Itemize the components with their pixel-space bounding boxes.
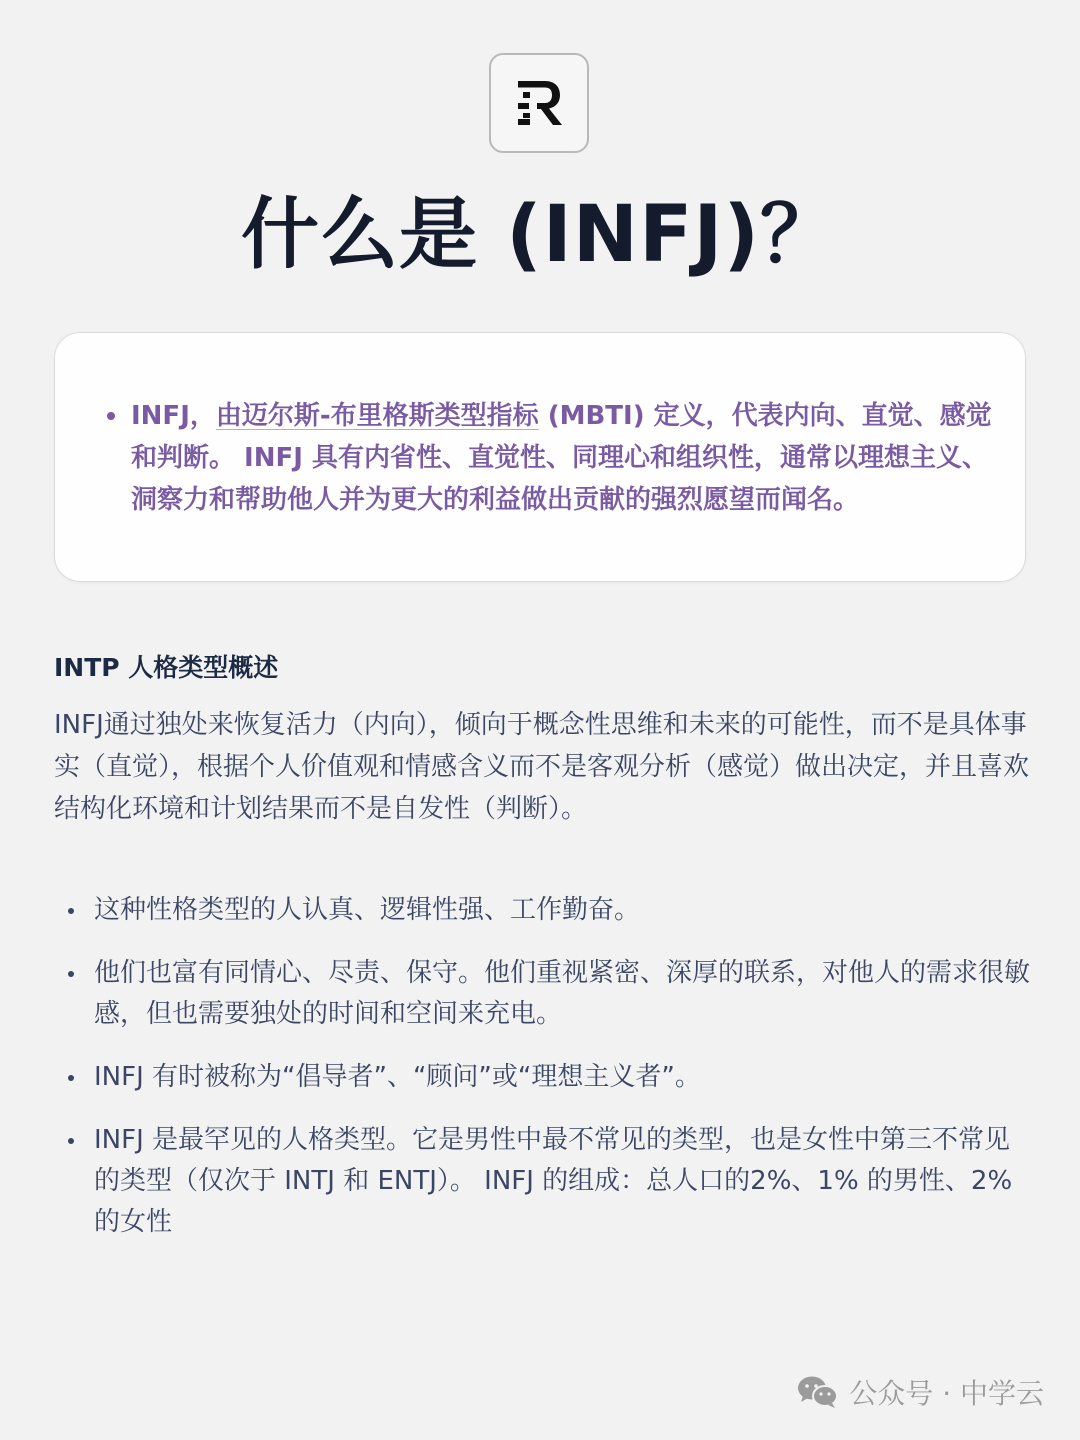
list-item-text: INFJ 是最罕见的人格类型。它是男性中最不常见的类型，也是女性中第三不常见的类型（仅次于 INTJ 和 ENTJ）。 INFJ 的组成：总人口的2%、1% 的男性、2% 的女性 <box>94 1125 1013 1237</box>
list-item <box>64 953 1034 1035</box>
definition-list <box>105 395 995 521</box>
list-item-text: 他们也富有同情心、尽责、保守。他们重视紧密、深厚的联系，对他人的需求很敏感，但也需要独处的时间和空间来充电。 <box>94 958 1031 1029</box>
overview-paragraph: INFJ通过独处来恢复活力（内向），倾向于概念性思维和未来的可能性，而不是具体事实（直觉），根据个人价值观和情感含义而不是客观分析（感觉）做出决定，并且喜欢结构化环境和计划结果而不是自发性（判断）。 <box>54 710 1030 824</box>
stylized-letter-r-logo-icon <box>509 73 569 133</box>
definition-item <box>105 395 995 521</box>
list-item <box>64 890 1034 931</box>
list-item <box>64 1057 1034 1098</box>
bullet-icon <box>107 412 115 420</box>
wechat-icon <box>797 1375 839 1409</box>
footer-watermark <box>797 1372 1044 1412</box>
definition-prefix: INFJ， <box>131 401 216 431</box>
mbti-link[interactable]: 由迈尔斯-布里格斯类型指标 <box>215 401 539 431</box>
definition-text: (MBTI) 定义，代表内向、直觉、感觉和判断。 INFJ 具有内省性、直觉性、同理心和组织性，通常以理想主义、洞察力和帮助他人并为更大的利益做出贡献的强烈愿望而闻名。 <box>131 401 992 515</box>
list-item <box>64 1120 1034 1243</box>
definition-card <box>54 332 1026 582</box>
bullet-icon <box>68 1075 74 1081</box>
list-item-text: INFJ 有时被称为“倡导者”、“顾问”或“理想主义者”。 <box>94 1062 701 1092</box>
list-item-text: 这种性格类型的人认真、逻辑性强、工作勤奋。 <box>94 895 641 925</box>
footer-label: 公众号 · 中学云 <box>849 1377 1044 1410</box>
bullet-icon <box>68 971 74 977</box>
logo <box>489 53 589 153</box>
bullet-icon <box>68 1138 74 1144</box>
section-heading: INTP 人格类型概述 <box>54 653 279 682</box>
traits-list <box>64 890 1034 1243</box>
bullet-icon <box>68 908 74 914</box>
page-title: 什么是 (INFJ)？ <box>240 190 840 280</box>
